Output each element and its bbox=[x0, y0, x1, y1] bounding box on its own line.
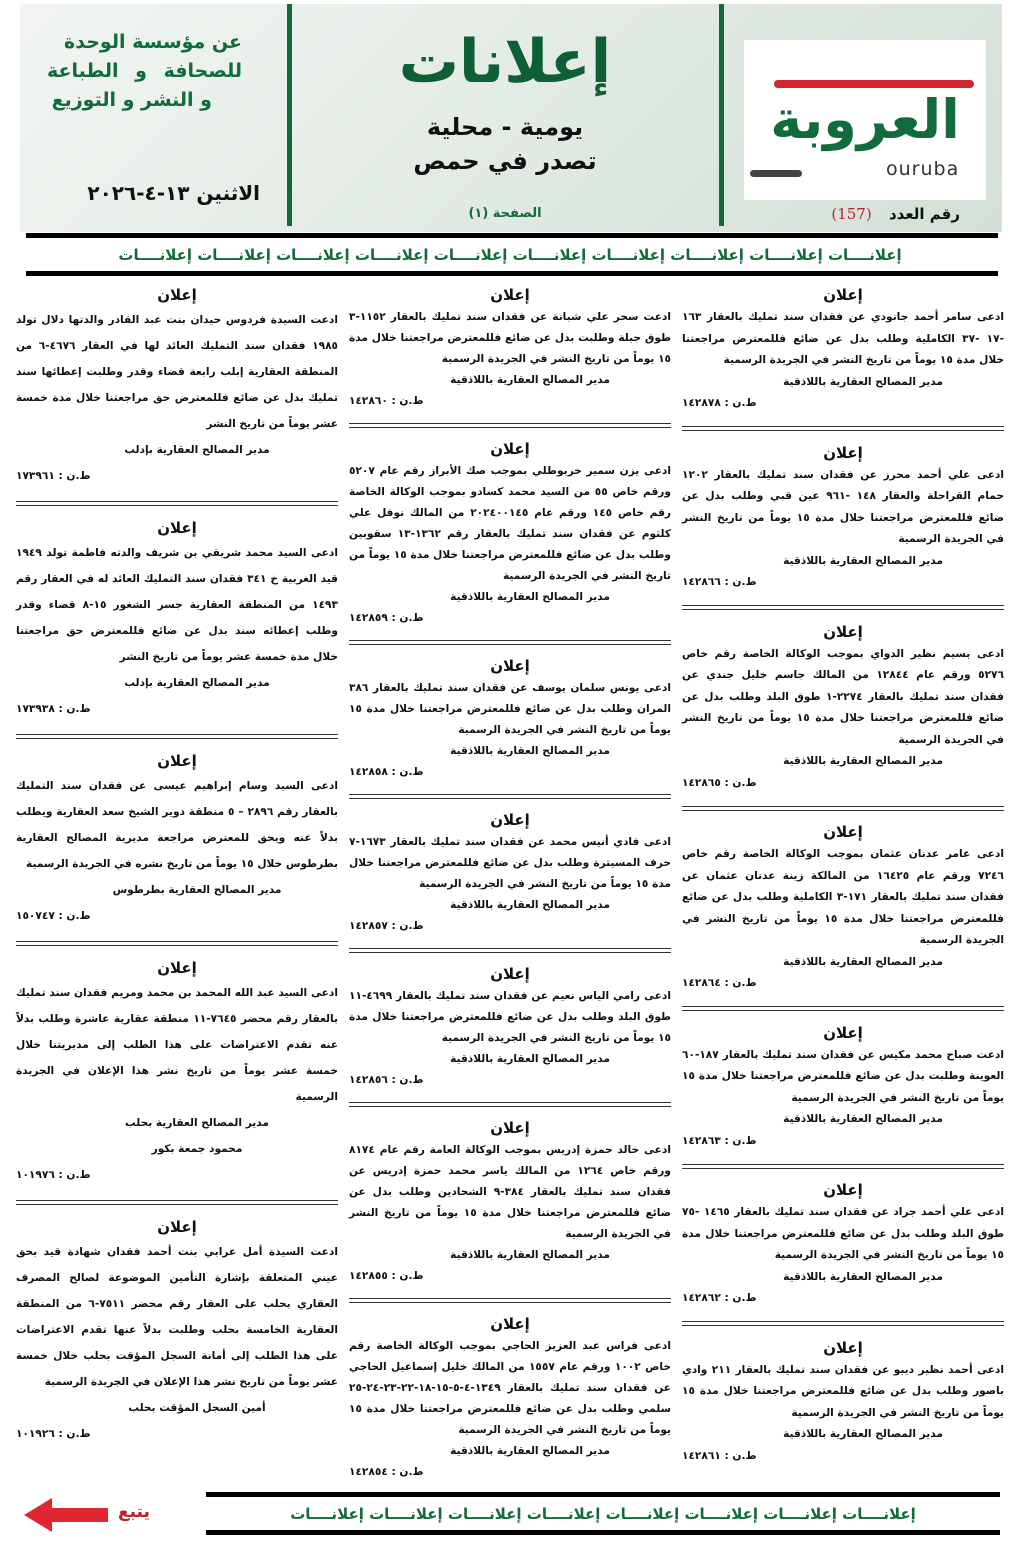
ad-notice bbox=[16, 516, 338, 724]
rule bbox=[206, 1530, 1000, 1535]
logo-black-stripe bbox=[750, 170, 802, 177]
masthead-divider bbox=[719, 4, 724, 226]
subtitle-frequency: يومية - محلية bbox=[426, 113, 584, 141]
ad-separator bbox=[16, 941, 338, 946]
ad-reference: ط.ن : ١٤٢٨٦٤ bbox=[682, 977, 757, 989]
logo-latin-text: ouruba bbox=[886, 158, 960, 180]
ad-signature: محمود جمعة بكور bbox=[151, 1143, 243, 1155]
ad-title: إعلان bbox=[823, 823, 863, 841]
ad-signature: مدير المصالح العقارية باللاذقية bbox=[783, 1270, 943, 1283]
ads-column-middle bbox=[349, 283, 671, 1485]
ad-notice bbox=[349, 962, 671, 1093]
ad-body: ادعى يونس سلمان يوسف عن فقدان سند تمليك بالعقار ٣٨٦ المران وطلب بدل عن ضائع فللمعترض مراجعتنا خلال مدة ١٥ يوماً من تاريخ النشر في الجريدة الرسمية bbox=[349, 682, 671, 736]
ad-reference: ط.ن : ١٥٠٧٤٧ bbox=[16, 910, 91, 922]
masthead-divider bbox=[287, 4, 292, 226]
issue-value: (157) bbox=[831, 205, 872, 223]
ad-notice bbox=[16, 1215, 338, 1449]
ad-separator bbox=[682, 1321, 1004, 1326]
ad-separator bbox=[349, 1298, 671, 1303]
ad-signature: مدير المصالح العقارية باللاذقية bbox=[450, 591, 610, 603]
ad-separator bbox=[682, 605, 1004, 610]
ad-notice bbox=[682, 820, 1004, 997]
ad-body: ادعت سحر علي شبانة عن فقدان سند تمليك بالعقار ١١٥٢-٣ طوق جبلة وطلبت بدل عن ضائع فللمعترض مراجعتنا خلال مدة ١٥ يوماً من تاريخ النشر في الجريدة الرسمية bbox=[349, 311, 671, 365]
rule bbox=[206, 1492, 1000, 1497]
issue-label: رقم العدد bbox=[888, 205, 960, 223]
ad-separator bbox=[682, 1006, 1004, 1011]
ad-signature: مدير المصالح العقارية باللاذقية bbox=[783, 554, 943, 567]
ad-signature: مدير المصالح العقارية بإدلب bbox=[124, 444, 270, 456]
ad-separator bbox=[16, 501, 338, 506]
ad-notice bbox=[349, 654, 671, 785]
ad-title: إعلان bbox=[490, 1315, 530, 1333]
ad-notice bbox=[349, 437, 671, 631]
ad-notice bbox=[682, 1178, 1004, 1312]
ad-notice bbox=[682, 1336, 1004, 1470]
ad-notice bbox=[349, 1116, 671, 1289]
ad-separator bbox=[16, 1200, 338, 1205]
page-number: الصفحة (١) bbox=[468, 206, 542, 221]
ad-body: ادعى السيد عبد الله المحمد بن محمد ومريم فقدان سند تمليك بالعقار رقم محضر ٧٦٤٥-١١ منطقة عقارية عاشرة وطلب بدلاً عنه تقدم الاعتراضات على هذا الطلب إلى مديريتنا خلال خمسة عشر يوماً من تاريخ نشر هذا الإعلان في الجريدة الرسمية bbox=[16, 987, 338, 1103]
ad-separator bbox=[349, 948, 671, 953]
ad-title: إعلان bbox=[490, 440, 530, 458]
publisher-line: عن مؤسسة الوحدة bbox=[64, 31, 242, 53]
ad-notice bbox=[682, 620, 1004, 797]
ad-body: ادعى فادي أنيس محمد عن فقدان سند تمليك بالعقار ١٦٧٣-٧ حرف المسيترة وطلب بدل عن ضائع فللمعترض مراجعتنا خلال مدة ١٥ يوماً من تاريخ النشر في الجريدة الرسمية bbox=[349, 836, 671, 890]
ad-title: إعلان bbox=[157, 1218, 197, 1236]
ad-title: إعلان bbox=[823, 622, 863, 641]
ad-notice bbox=[16, 283, 338, 491]
ad-title: إعلان bbox=[823, 1023, 863, 1042]
ad-body: ادعى خالد حمزة إدريس بموجب الوكالة العامة رقم عام ٨١٧٤ ورقم خاص ١٢٦٤ من المالك ياسر محمد حمزة إدريس عن فقدان سند تمليك بالعقار ٣٨٤-٩ الشحادين وطلب بدل عن ضائع فللمعترض مراجعتنا خلال مدة ١٥ يوماً من تاريخ النشر في الجريدة الرسمية bbox=[349, 1144, 671, 1240]
rule bbox=[26, 233, 998, 238]
issue-number bbox=[780, 204, 960, 224]
ad-body: ادعى علي أحمد جراد عن فقدان سند تمليك بالعقار ١٤٦٥ -٧٥ طوق البلد وطلب بدل عن ضائع فللمعترض مراجعتنا خلال مدة ١٥ يوماً من تاريخ النشر في الجريدة الرسمية bbox=[682, 1206, 1004, 1261]
publisher-line: و النشر و التوزيع bbox=[51, 89, 212, 111]
ad-signature: مدير المصالح العقارية باللاذقية bbox=[450, 1053, 610, 1065]
ad-body: ادعى السيد محمد شريقي بن شريف والدته فاطمة تولد ١٩٤٩ قيد الغربية خ ٣٤١ فقدان سند التمليك العائد له في العقار رقم ١٤٩٣ من المنطقة العقارية جسر الشغور ١٥-٨ قضاء وقدر وطلب إعطائه سند بدل عن ضائع فللمعترض حق مراجعتنا خلال مدة خمسة عشر يوماً من تاريخ النشر bbox=[16, 547, 338, 663]
ad-title: إعلان bbox=[490, 657, 530, 675]
ad-reference: ط.ن : ١٤٢٨٦٠ bbox=[349, 395, 424, 407]
ad-body: ادعى عامر عدنان عثمان بموجب الوكالة الخاصة رقم خاص ٧٢٤٦ ورقم عام ١٦٤٢٥ من المالكة زينة عدنان عثمان عن فقدان سند تمليك بالعقار ١٧١-٣ الكاملية وطلب بدل عن ضائع فللمعترض مراجعتنا خلال مدة ١٥ يوماً من تاريخ النشر في الجريدة الرسمية bbox=[682, 848, 1004, 946]
rule bbox=[26, 271, 998, 276]
publisher-line: للصحافة و الطباعة bbox=[47, 60, 242, 82]
issue-date: الاثنين ١٣-٤-٢٠٢٦ bbox=[87, 181, 260, 205]
ad-reference: ط.ن : ١٤٢٨٦٣ bbox=[682, 1134, 757, 1147]
ad-notice bbox=[16, 749, 338, 931]
ad-signature: مدير المصالح العقارية بطرطوس bbox=[112, 884, 282, 896]
ad-signature: مدير المصالح العقارية باللاذقية bbox=[783, 755, 943, 767]
ad-reference: ط.ن : ١٠١٩٧٦ bbox=[16, 1169, 91, 1181]
ads-column-left bbox=[16, 283, 338, 1449]
ad-body: ادعت السيدة أمل عرابي بنت أحمد فقدان شهادة قيد بحق عيني المتعلقة بإشارة التأمين الموضوعة لصالح المصرف العقاري بحلب على العقار رقم محضر ٧٥١١-٦ من المنطقة العقارية الخامسة بحلب وطلبت بدلاً عنها تقدم الاعتراضات على هذا الطلب إلى أمانة السجل المؤقت بحلب خلال خمسة عشر يوماً من تاريخ نشر هذا الإعلان في الجريدة الرسمية bbox=[16, 1246, 339, 1388]
page-title: إعلانات bbox=[398, 27, 612, 97]
ad-reference: ط.ن : ١٤٢٨٥٨ bbox=[349, 766, 424, 778]
ad-reference: ط.ن : ١٧٣٩٣٨ bbox=[16, 703, 91, 715]
ad-signature: مدير المصالح العقارية باللاذقية bbox=[450, 1445, 610, 1457]
ad-reference: ط.ن : ١٤٢٨٦٦ bbox=[682, 576, 757, 588]
ad-separator bbox=[349, 794, 671, 799]
ad-signature: مدير المصالح العقارية بإدلب bbox=[124, 677, 270, 689]
ads-banner-top: إعلانــــات إعلانــــات إعلانــــات إعلانــــات إعلانــــات إعلانــــات إعلانــــات إعلانــــات إعلانــــات إعلانــــات bbox=[118, 246, 902, 264]
ad-reference: ط.ن : ١٤٢٨٥٧ bbox=[349, 920, 424, 932]
ad-reference: ط.ن : ١٠١٩٢٦ bbox=[16, 1428, 91, 1440]
ad-title: إعلان bbox=[157, 752, 197, 770]
ad-body: ادعى بسيم نظير الدواي بموجب الوكالة الخاصة رقم خاص ٥٢٧٦ ورقم عام ١٢٨٤٤ من المالك جاسم خليل جندي عن فقدان سند تمليك بالعقار ٢٢٧٤-١ طوق البلد وطلب بدل عن ضائع فللمعترض مراجعتنا خلال مدة ١٥ يوماً من تاريخ النشر في الجريدة الرسمية bbox=[682, 647, 1004, 746]
ad-separator bbox=[349, 423, 671, 428]
ad-reference: ط.ن : ١٤٢٨٧٨ bbox=[682, 397, 757, 409]
ad-signature: مدير المصالح العقارية باللاذقية bbox=[783, 1113, 943, 1125]
ad-signature: مدير المصالح العقارية باللاذقية bbox=[450, 899, 610, 911]
ad-body: ادعت صباح محمد مكيس عن فقدان سند تمليك بالعقار ١٨٧-٦٠ العوينة وطلبت بدل عن ضائع فللمعترض مراجعتنا خلال مدة ١٥ يوماً من تاريخ النشر في الجريدة الرسمية bbox=[682, 1048, 1004, 1104]
ad-notice bbox=[349, 1312, 671, 1485]
continued-label: يتبع bbox=[118, 1502, 150, 1522]
ad-reference: ط.ن : ١٤٢٨٦٥ bbox=[682, 776, 757, 789]
arrow-left-icon bbox=[24, 1498, 108, 1532]
ad-body: ادعى علي أحمد محرز عن فقدان سند تمليك بالعقار ١٢٠٢ حمام القراحلة والعقار ١٤٨ -٩٦١ عين قبي وطلب بدل عن ضائع فللمعترض مراجعتنا خلال مدة ١٥ يوماً من تاريخ النشر في الجريدة الرسمية bbox=[682, 468, 1004, 545]
ad-body: ادعى فراس عبد العزيز الحاجي بموجب الوكالة الخاصة رقم خاص ١٠٠٢ ورقم عام ١٥٥٧ من المالك خليل إسماعيل الحاجي عن فقدان سند تمليك بالعقار ١٣٤٩-٤-٥-١٥-١٨-٢٢-٢٣-٢٤-٢٥ سلمي وطلب بدل عن ضائع فللمعترض مراجعتنا خلال مدة ١٥ يوماً من تاريخ النشر في الجريدة الرسمية bbox=[349, 1340, 671, 1436]
ad-title: إعلان bbox=[490, 965, 530, 983]
ad-body: ادعى يزن سمير خربوطلي بموجب صك الأبراز رقم عام ٥٢٠٧ ورقم خاص ٥٥ من السيد محمد كسادو بموجب الوكالة الخاصة رقم خاص ١٤٥ ورقم عام ٢٠٢٤٠٠١٤٥ من المالك نوفل علي كلثوم عن فقدان سند تمليك بالعقار رقم ١٣٦٢-١٣ سقوبين وطلب بدل عن ضائع فللمعترض مراجعتنا خلال مدة ١٥ يوماً من تاريخ النشر في الجريدة الرسمية bbox=[349, 465, 671, 582]
ad-body: ادعت السيدة فردوس حيدان بنت عبد القادر والدتها دلال تولد ١٩٨٥ فقدان سند التمليك العائد لها في العقار ٤٦٧٦-٦ من المنطقة العقارية إبلب رابعة قضاء وقدر وطلبت إعطائها سند تمليك بدل عن ضائع فللمعترض حق مراجعتنا خلال مدة خمسة عشر يوماً من تاريخ النشر bbox=[16, 314, 339, 430]
publisher-info bbox=[30, 28, 242, 115]
ads-banner-bottom: إعلانــــات إعلانــــات إعلانــــات إعلانــــات إعلانــــات إعلانــــات إعلانــــات إعلانــــات bbox=[290, 1505, 916, 1523]
ad-reference: ط.ن : ١٤٢٨٦١ bbox=[682, 1449, 757, 1462]
ad-reference: ط.ن : ١٤٢٨٥٩ bbox=[349, 612, 424, 624]
ad-reference: ط.ن : ١٧٣٩٦١ bbox=[16, 470, 91, 482]
ad-body: ادعى رامي الياس نعيم عن فقدان سند تمليك بالعقار ٤٦٩٩-١١ طوق البلد وطلب بدل عن ضائع فللمعترض مراجعتنا خلال مدة ١٥ يوماً من تاريخ النشر في الجريدة الرسمية bbox=[349, 990, 671, 1044]
ad-notice bbox=[682, 441, 1004, 596]
ad-signature: مدير المصالح العقارية بحلب bbox=[125, 1117, 269, 1129]
ad-title: إعلان bbox=[823, 1181, 863, 1199]
ad-reference: ط.ن : ١٤٢٨٥٤ bbox=[349, 1466, 424, 1478]
subtitle-location: تصدر في حمص bbox=[413, 147, 597, 175]
ad-title: إعلان bbox=[490, 286, 530, 304]
ad-signature: مدير المصالح العقارية باللاذقية bbox=[783, 1428, 943, 1440]
ads-column-right bbox=[682, 283, 1004, 1469]
ad-title: إعلان bbox=[490, 1119, 530, 1137]
ad-signature: مدير المصالح العقارية باللاذقية bbox=[450, 745, 610, 757]
ad-signature: مدير المصالح العقارية باللاذقية bbox=[783, 375, 943, 388]
ad-separator bbox=[349, 640, 671, 645]
ad-title: إعلان bbox=[823, 1338, 863, 1357]
logo-red-stripe bbox=[774, 80, 974, 88]
ad-separator bbox=[682, 806, 1004, 811]
ad-title: إعلان bbox=[157, 519, 197, 537]
ad-body: ادعى السيد وسام إبراهيم عيسى عن فقدان سند التمليك بالعقار رقم ٢٨٩٦ – ٥ منطقة دوير الشيخ سعد العقارية ويطلب بدلاً عنه ويحق للمعترض مراجعة مديرية المصالح العقارية بطرطوس خلال ١٥ يوماً من تاريخ نشره في الجريدة الرسمية bbox=[16, 780, 338, 870]
ad-signature: مدير المصالح العقارية باللاذقية bbox=[783, 955, 943, 968]
ad-reference: ط.ن : ١٤٢٨٥٥ bbox=[349, 1270, 424, 1282]
ad-reference: ط.ن : ١٤٢٨٥٦ bbox=[349, 1074, 424, 1086]
ad-signature: مدير المصالح العقارية باللاذقية bbox=[450, 374, 610, 386]
ad-notice bbox=[349, 808, 671, 939]
ad-title: إعلان bbox=[823, 443, 863, 462]
ad-body: ادعى أحمد نظير ديبو عن فقدان سند تمليك بالعقار ٢١١ وادي باصور وطلب بدل عن ضائع فللمعترض مراجعتنا خلال مدة ١٥ يوماً من تاريخ النشر في الجريدة الرسمية bbox=[682, 1363, 1004, 1419]
ad-title: إعلان bbox=[157, 959, 197, 977]
ad-separator bbox=[349, 1102, 671, 1107]
logo-text: العروبة bbox=[770, 88, 960, 151]
newspaper-logo bbox=[744, 40, 986, 200]
ad-body: ادعى سامر أحمد جانودي عن فقدان سند تمليك بالعقار ١٦٣ -١٧ -٣٧ الكاملية وطلب بدل عن ضائع فللمعترض مراجعتنا خلال مدة ١٥ يوماً من تاريخ النشر في الجريدة الرسمية bbox=[682, 311, 1004, 366]
ad-title: إعلان bbox=[823, 286, 863, 304]
ad-separator bbox=[16, 734, 338, 739]
ad-separator bbox=[682, 1164, 1004, 1169]
ad-title: إعلان bbox=[157, 286, 197, 304]
ad-signature: أمين السجل المؤقت بحلب bbox=[128, 1402, 266, 1414]
ad-separator bbox=[682, 426, 1004, 431]
ad-reference: ط.ن : ١٤٢٨٦٢ bbox=[682, 1292, 757, 1304]
ad-notice bbox=[682, 1021, 1004, 1155]
ad-notice bbox=[349, 283, 671, 414]
ad-notice bbox=[682, 283, 1004, 417]
ad-signature: مدير المصالح العقارية باللاذقية bbox=[450, 1249, 610, 1261]
ad-title: إعلان bbox=[490, 811, 530, 829]
ad-notice bbox=[16, 956, 338, 1190]
